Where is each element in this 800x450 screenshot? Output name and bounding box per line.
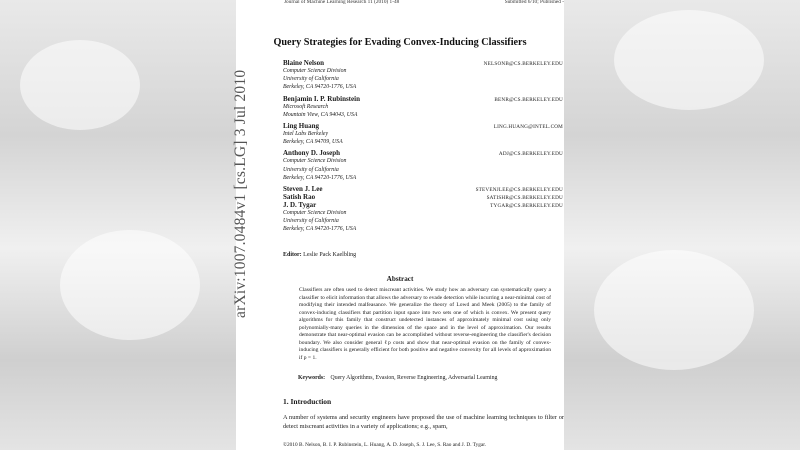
author-row [283, 193, 563, 201]
author-affiliation: Mountain View, CA 94043, USA [283, 111, 358, 118]
author-email: SATISHR@CS.BERKELEY.EDU [486, 195, 563, 202]
background-blur [20, 40, 140, 130]
author-email: BENR@CS.BERKELEY.EDU [494, 96, 563, 103]
author-row [283, 122, 563, 130]
author-affiliation: Computer Science Division [283, 158, 347, 165]
author-block [283, 122, 563, 146]
author-name: Anthony D. Joseph [283, 149, 340, 158]
author-block [283, 149, 563, 182]
abstract-title: Abstract [386, 275, 414, 283]
author-affiliation: University of California [283, 76, 339, 83]
author-affiliation: Computer Science Division [283, 68, 347, 74]
author-affiliation: Microsoft Research [283, 103, 329, 110]
author-name: Benjamin I. P. Rubinstein [283, 94, 360, 103]
abstract-text: Classifiers are often used to detect miscreant activities. We study how an adversary can systematically query a classifier to elicit information that allows the adversary to evade detection while incurring a near-minimal cost of modifying their intended malfeasance. We generalize the theory of Lowd and Meek (2005) to the family of convex-inducing classifiers that partition input space into two sets one of which is convex. We present query algorithms for this family that construct undetected instances of approximately minimal cost using only polynomially-many queries in the dimension of the space and in the level of approximation. Our results demonstrate that near-optimal evasion can be accomplished without reverse-engineering the classifier's decision boundary. We also consider general ℓp costs and show that near-optimal evasion on the family of convex-inducing classifiers is generally efficient for both positive and negative convexity for all levels of approximation if p = 1. [299, 287, 551, 361]
background-blur [594, 250, 754, 370]
copyright-line: ©2010 B. Nelson, B. I. P. Rubinstein, L. Huang, A. D. Joseph, S. J. Lee, S. Rao and J. D. Tygar. [283, 442, 487, 448]
submitted-header: Submitted 6/10; Published - [504, 0, 564, 5]
author-email: ADJ@CS.BERKELEY.EDU [498, 151, 563, 158]
author-block [283, 59, 563, 92]
section-heading: 1. Introduction [283, 397, 332, 406]
author-affiliation: Computer Science Division [283, 210, 347, 217]
author-row [283, 59, 563, 67]
author-block [283, 193, 563, 201]
paper-page [236, 0, 564, 450]
author-email: TYGAR@CS.BERKELEY.EDU [490, 203, 563, 210]
author-affiliation: University of California [283, 166, 339, 173]
arxiv-stamp: arXiv:1007.0484v1 [cs.LG] 3 Jul 2010 [232, 69, 249, 318]
author-block [283, 185, 563, 193]
keywords-line [298, 375, 497, 381]
author-affiliation: Intel Labs Berkeley [283, 131, 329, 138]
author-row [283, 95, 563, 103]
author-block [283, 201, 563, 234]
author-name: J. D. Tygar [283, 201, 317, 210]
author-affiliation: Berkeley, CA 94709, USA [283, 139, 343, 146]
author-row [283, 201, 563, 209]
author-email: LING.HUANG@INTEL.COM [493, 124, 563, 131]
author-affiliation: Berkeley, CA 94720-1776, USA [283, 226, 357, 233]
background-blur [614, 10, 764, 110]
author-name: Steven J. Lee [283, 185, 323, 194]
author-name: Satish Rao [283, 193, 316, 202]
author-block [283, 95, 563, 119]
editor-label: Editor: [283, 252, 302, 258]
keywords-label: Keywords: [298, 375, 326, 381]
author-email: NELSONB@CS.BERKELEY.EDU [483, 61, 563, 67]
keywords-text: Query Algorithms, Evasion, Reverse Engineering, Adversarial Learning [330, 375, 498, 381]
author-row [283, 149, 563, 157]
background-left [0, 0, 236, 450]
author-email: STEVENJLEE@CS.BERKELEY.EDU [475, 187, 563, 194]
author-affiliation: Berkeley, CA 94720-1776, USA [283, 84, 357, 91]
author-list [283, 59, 563, 237]
background-blur [60, 230, 200, 340]
author-name: Ling Huang [283, 122, 319, 131]
editor-line [283, 252, 356, 258]
author-affiliation: University of California [283, 218, 339, 225]
author-name: Blaine Nelson [283, 59, 325, 67]
paper-title: Query Strategies for Evading Convex-Inducing Classifiers [273, 37, 527, 48]
author-affiliation: Berkeley, CA 94720-1776, USA [283, 174, 357, 181]
background-right [564, 0, 800, 450]
author-row [283, 185, 563, 193]
journal-header: Journal of Machine Learning Research 11 (2010) 1-48 [284, 0, 400, 5]
intro-text: A number of systems and security engineers have proposed the use of machine learning techniques to filter or detect miscreant activities in a variety of applications; e.g., spam, [283, 414, 564, 431]
editor-name: Leslie Pack Kaelbling [303, 252, 357, 258]
